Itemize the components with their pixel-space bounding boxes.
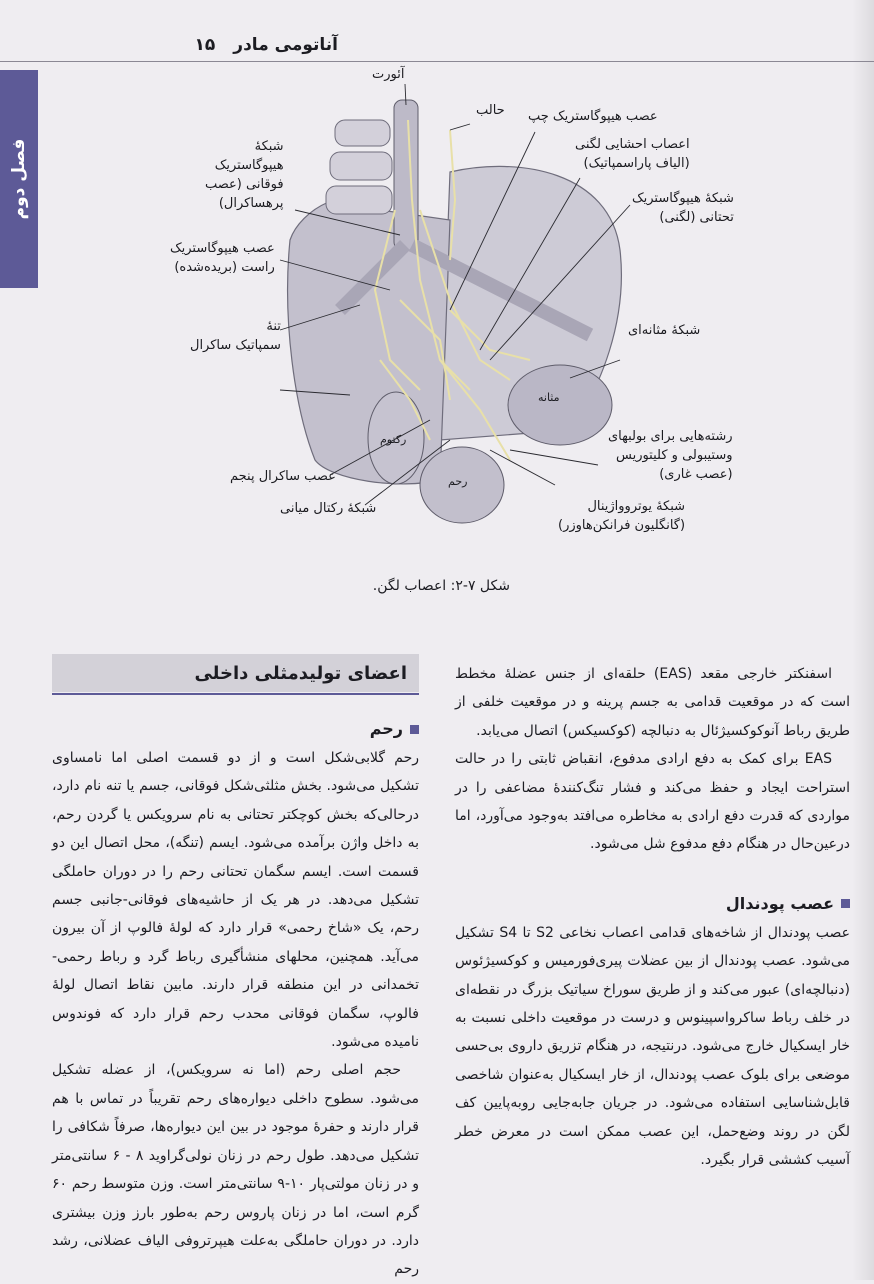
heading-square-icon (841, 899, 850, 908)
uterus-paragraph-1: رحم گلابی‌شکل است و از دو قسمت اصلی اما نامساوی تشکیل می‌شود. بخش مثلثی‌شکل فوقانی، جسم یا تنه نام دارد، درحالی‌که بخش کوچکتر تحتانی به نام سرویکس یا گردن رحم، به داخل واژن برآمده می‌شود. ایسم (تنگه)، محل اتصال این دو قسمت است. ایسم سگمان تحتانی رحم را در دوران حاملگی تشکیل می‌دهد. در هر یک از حاشیه‌های فوقانی-جانبی جسم رحم، یک «شاخ رحمی» قرار دارد که لولهٔ فالوپ از آن بیرون می‌آید. همچنین، محلهای منشأگیری رباط گرد و رباط رحمی-تخمدانی در این منطقه قرار دارند. مابین نقاط اتصال لولهٔ فالوپ، سگمان فوقانی محدب رحم قرار دارد که فوندوس نامیده می‌شود. (52, 750, 419, 1051)
eas-paragraph-2: EAS برای کمک به دفع ارادی مدفوع، انقباض ثابتی را در حالت استراحت ایجاد و حفظ می‌کند و فشار تنگ‌کنندهٔ مضاعفی را در مواردی که قدرت دفع ارادی به مخاطره می‌افتد به‌وجود می‌آورد، اما درعین‌حال در هنگام دفع مدفوع شل می‌شود. (455, 751, 850, 853)
page-number: ۱۵ (194, 35, 216, 55)
book-title: آناتومی مادر (233, 35, 338, 55)
page-edge-shadow (852, 0, 874, 1280)
section-title: اعضای تولیدمثلی داخلی (194, 662, 407, 684)
running-header (38, 30, 338, 60)
label-organ-rectum: رکتوم (380, 433, 407, 446)
label-fifth-sacral: عصب ساکرال پنجم (230, 469, 336, 484)
label-organ-uterus: رحم (448, 475, 468, 488)
label-ureter: حالب (476, 103, 505, 118)
label-bulb-nerves: رشته‌هایی برای بولبهای وستیبولی و کلیتوریس (عصب غاری) (608, 429, 733, 482)
bladder-shape (508, 365, 612, 445)
right-column (455, 660, 850, 1175)
label-superior-hypogastric: شبکهٔ هیپوگاستریک فوقانی (عصب پرهساکرال) (205, 139, 284, 211)
label-pelvic-splanchnic: اعصاب احشایی لگنی (الیاف پاراسمپاتیک) (575, 137, 690, 171)
uterus-heading: رحم (52, 714, 419, 744)
section-title-box (52, 654, 419, 692)
pudendal-heading: عصب پودندال (455, 889, 850, 919)
uterus-paragraph-2: حجم اصلی رحم (اما نه سرویکس)، از عضله تشکیل می‌شود. سطوح داخلی دیواره‌های رحم تقریباً در تماس با هم قرار دارند و حفرهٔ موجود در بین این دیواره‌ها، صرفاً شکافی را تشکیل می‌دهد. طول رحم در زنان نولی‌گراوید ۸ - ۶ سانتی‌متر و در زنان مولتی‌پار ۱۰-۹ سانتی‌متر است. وزن متوسط رحم ۶۰ گرم است، اما در زنان پاروس رحم به‌طور بارز وزن بیشتری دارد. در دوران حاملگی به‌علت هیپرتروفی الیاف عضلانی، رشد رحم (52, 1062, 420, 1278)
label-middle-rectal: شبکهٔ رکتال میانی (280, 501, 377, 516)
label-aorta: آئورت (372, 67, 405, 82)
label-organ-bladder: مثانه (538, 391, 560, 404)
vertebra-shape (330, 152, 392, 180)
label-sympathetic-trunk: تنهٔ سمپاتیک ساکرال (190, 319, 281, 353)
section-title-rule (52, 693, 419, 695)
pelvic-nerves-figure (150, 60, 850, 620)
eas-paragraph-1: اسفنکتر خارجی مقعد (EAS) حلقه‌ای از جنس عضلهٔ مخطط است که در موقعیت قدامی به جسم پرینه و در موقعیت خلفی از طریق رباط آنوکوکسیژئال به دنبالچه (کوکسیکس) اتصال می‌یابد. (455, 666, 850, 739)
heading-square-icon (410, 725, 419, 734)
label-uterovaginal: شبکهٔ یوترووا‌ژینال (گانگلیون فرانکن‌هاوزر) (558, 499, 686, 533)
vertebra-shape (326, 186, 392, 214)
label-inferior-hypogastric: شبکهٔ هیپوگاستریک تحتانی (لگنی) (632, 191, 734, 225)
pudendal-paragraph: عصب پودندال از شاخه‌های قدامی اعصاب نخاعی S2 تا S4 تشکیل می‌شود. عصب پودندال از بین عضلات پیری‌فورمیس و کوکسیژئوس (دنبالچه‌ای) عبور می‌کند و از طریق سوراخ سیاتیک بزرگ در نقطه‌ای در خلف رباط ساکرواسپینوس و درست در موقعیت داخلی نسبت به خار ایسکیال خارج می‌شود. درنتیجه، در هنگام تزریق داروی بی‌حسی موضعی برای بلوک عصب پودندال، از خار ایسکیال به‌عنوان شاخصی قابل‌شناسایی استفاده می‌شود. در جریان جابه‌جایی رو‌به‌پایین کف لگن در روند وضع‌حمل، این عصب ممکن است در معرض خطر آسیب کششی قرار بگیرد. (455, 924, 851, 1169)
vertebra-shape (335, 120, 390, 146)
label-vesical-plexus: شبکهٔ مثانه‌ای (628, 323, 701, 338)
label-right-hypogastric: عصب هیپوگاستریک راست (بریده‌شده) (170, 241, 275, 275)
figure-caption: شکل ۷-۲: اعصاب لگن. (372, 578, 510, 594)
label-left-hypogastric: عصب هیپوگاستریک چپ (528, 109, 658, 124)
left-column (52, 714, 419, 1284)
chapter-tab-label: فصل دوم (9, 138, 29, 220)
